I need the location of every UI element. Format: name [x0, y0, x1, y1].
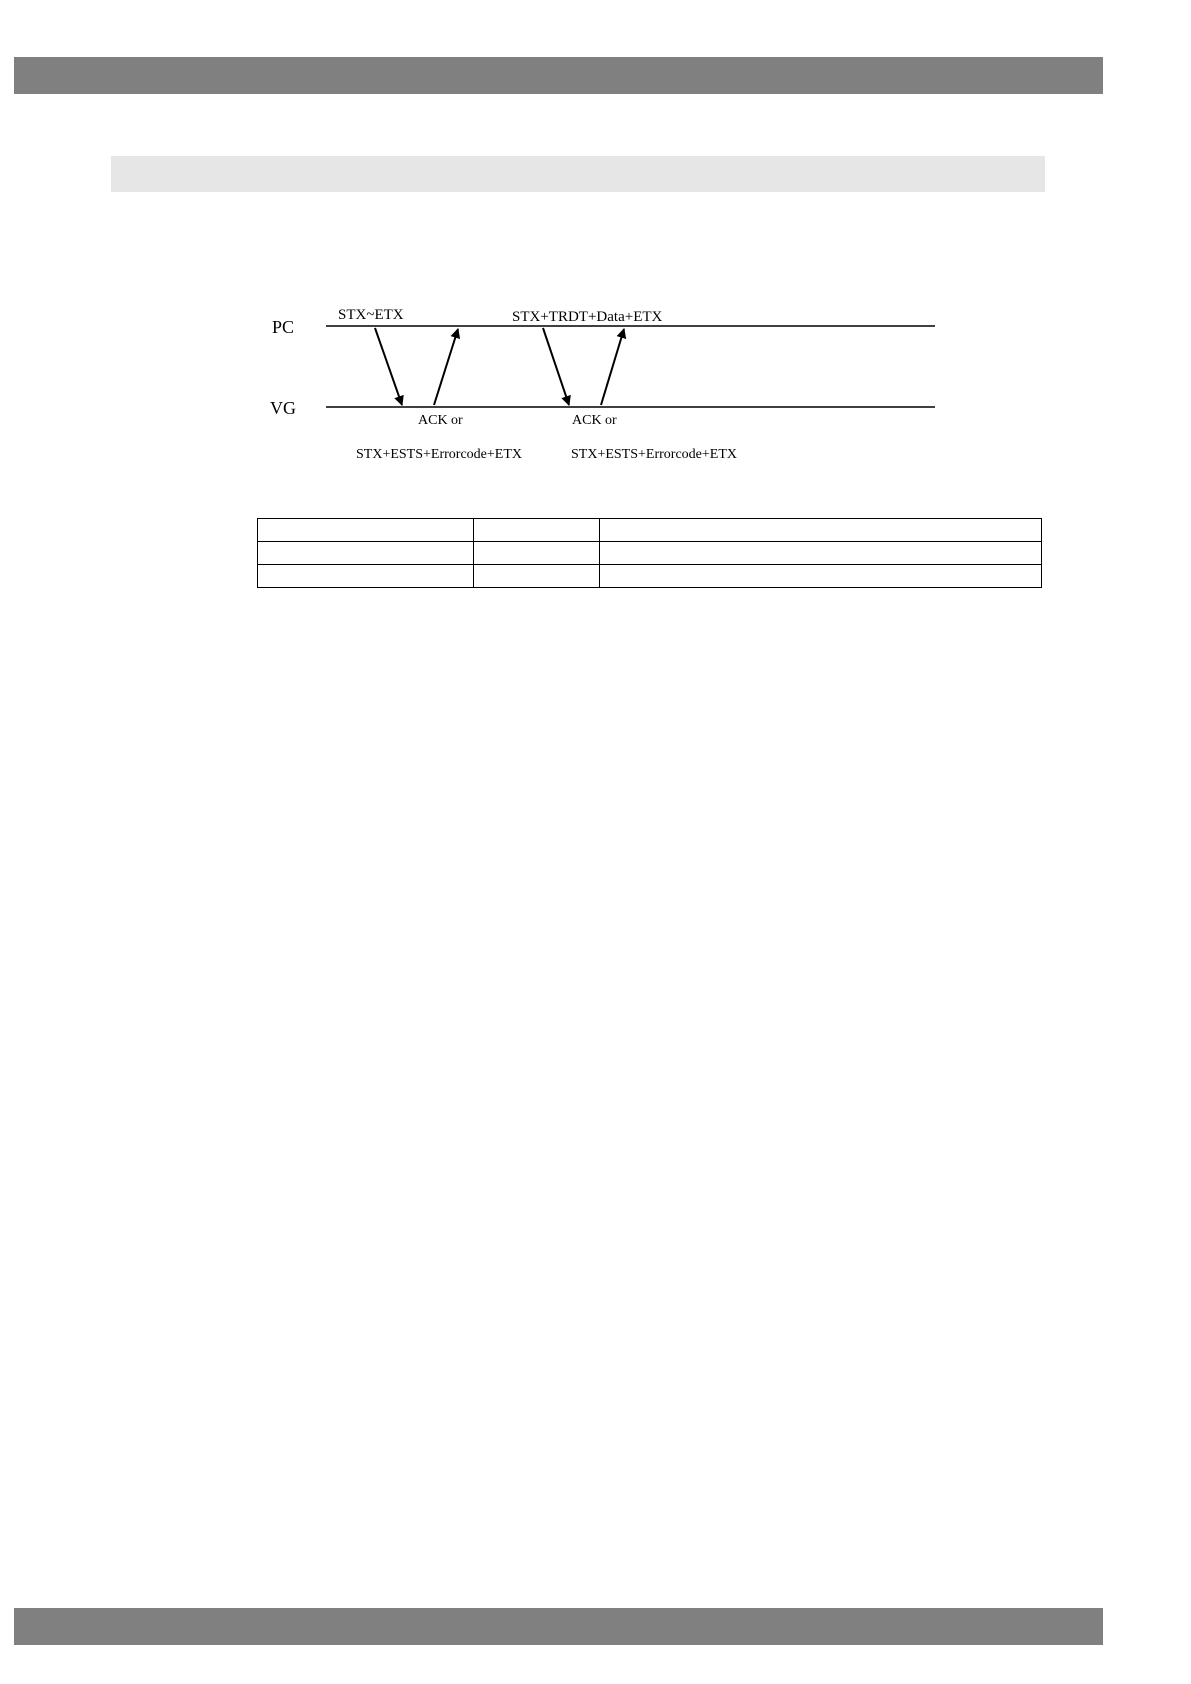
sequence-diagram	[0, 0, 1191, 500]
reply-label-2a: ACK or	[572, 413, 617, 428]
table-cell	[258, 542, 474, 565]
request-label-1: STX~ETX	[338, 307, 404, 323]
table-cell	[474, 565, 600, 588]
reply-label-2b: STX+ESTS+Errorcode+ETX	[571, 447, 737, 462]
table-row	[258, 519, 1042, 542]
table-cell	[258, 519, 474, 542]
table-row	[258, 542, 1042, 565]
request-arrow-1	[375, 328, 402, 405]
request-arrow-2	[543, 328, 569, 405]
table-cell	[600, 542, 1042, 565]
reply-arrow-2	[601, 329, 624, 405]
table-cell	[600, 565, 1042, 588]
request-label-2: STX+TRDT+Data+ETX	[512, 309, 663, 325]
table-row	[258, 565, 1042, 588]
footer-bar	[14, 1608, 1103, 1645]
reply-label-1a: ACK or	[418, 413, 463, 428]
vg-label: VG	[270, 398, 296, 418]
reply-arrow-1	[434, 329, 458, 405]
spec-table	[257, 518, 1042, 588]
table-cell	[474, 542, 600, 565]
reply-label-1b: STX+ESTS+Errorcode+ETX	[356, 447, 522, 462]
table-cell	[474, 519, 600, 542]
table-cell	[600, 519, 1042, 542]
table-cell	[258, 565, 474, 588]
pc-label: PC	[272, 317, 295, 337]
